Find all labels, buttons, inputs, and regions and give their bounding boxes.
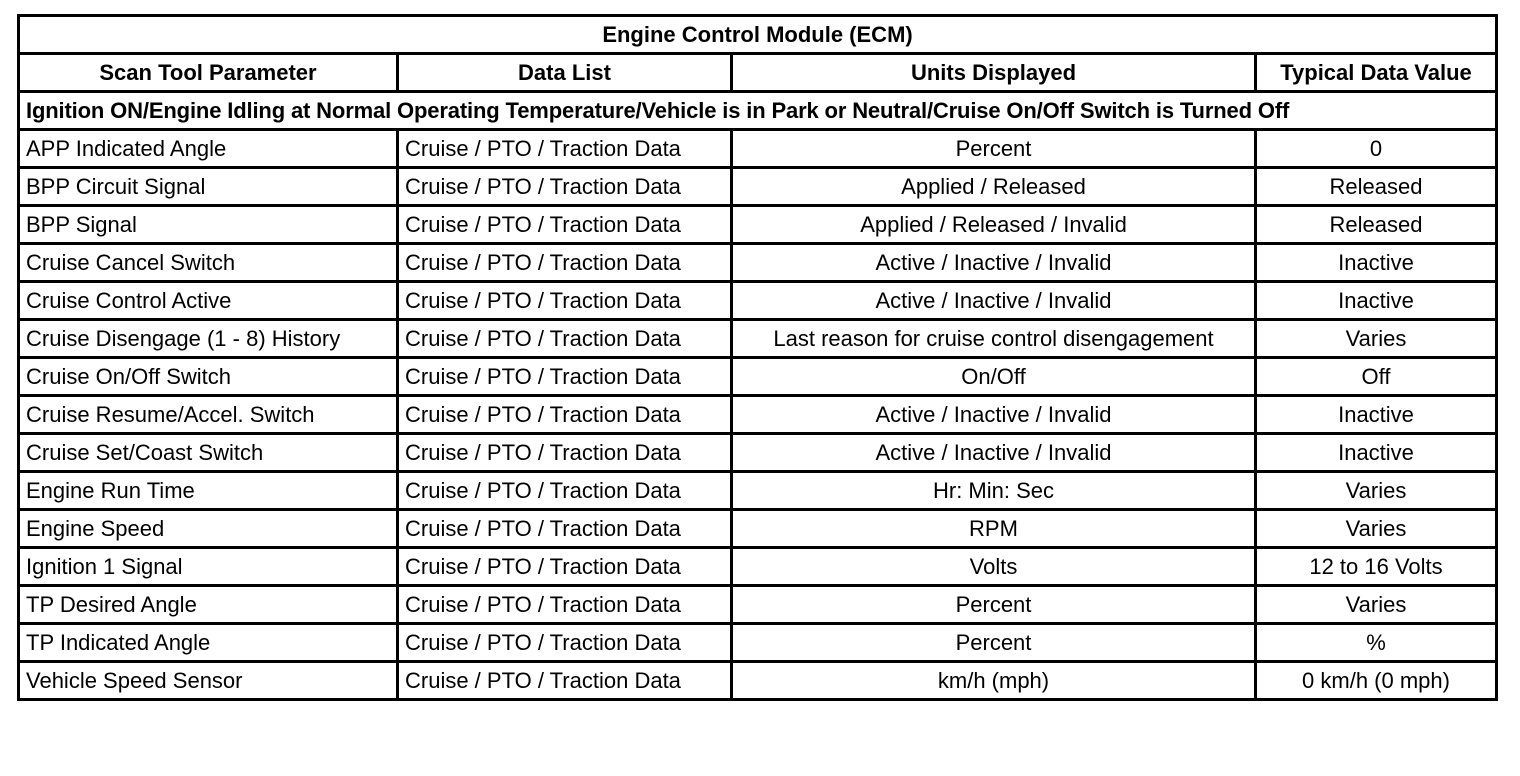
cell-parameter: Cruise Cancel Switch bbox=[19, 244, 398, 282]
table-row bbox=[19, 282, 1497, 320]
cell-typical-value: Varies bbox=[1256, 510, 1497, 548]
cell-data-list: Cruise / PTO / Traction Data bbox=[398, 624, 732, 662]
cell-typical-value: Inactive bbox=[1256, 434, 1497, 472]
ecm-data-table bbox=[17, 14, 1498, 701]
cell-data-list: Cruise / PTO / Traction Data bbox=[398, 244, 732, 282]
cell-units: Last reason for cruise control disengagement bbox=[732, 320, 1256, 358]
table-row bbox=[19, 586, 1497, 624]
table-row bbox=[19, 434, 1497, 472]
header-scan-tool-parameter: Scan Tool Parameter bbox=[19, 54, 398, 92]
cell-typical-value: 0 km/h (0 mph) bbox=[1256, 662, 1497, 700]
header-units-displayed: Units Displayed bbox=[732, 54, 1256, 92]
cell-parameter: APP Indicated Angle bbox=[19, 130, 398, 168]
cell-parameter: BPP Signal bbox=[19, 206, 398, 244]
header-data-list: Data List bbox=[398, 54, 732, 92]
table-row bbox=[19, 510, 1497, 548]
table-row bbox=[19, 358, 1497, 396]
cell-typical-value: Released bbox=[1256, 168, 1497, 206]
table-row bbox=[19, 396, 1497, 434]
cell-units: On/Off bbox=[732, 358, 1256, 396]
cell-data-list: Cruise / PTO / Traction Data bbox=[398, 510, 732, 548]
table-row bbox=[19, 168, 1497, 206]
cell-typical-value: Varies bbox=[1256, 586, 1497, 624]
cell-parameter: Cruise On/Off Switch bbox=[19, 358, 398, 396]
cell-typical-value: Off bbox=[1256, 358, 1497, 396]
cell-parameter: Cruise Set/Coast Switch bbox=[19, 434, 398, 472]
cell-typical-value: Varies bbox=[1256, 472, 1497, 510]
table-body bbox=[19, 130, 1497, 700]
cell-units: km/h (mph) bbox=[732, 662, 1256, 700]
table-row bbox=[19, 320, 1497, 358]
cell-parameter: Engine Speed bbox=[19, 510, 398, 548]
table-row bbox=[19, 130, 1497, 168]
table-row bbox=[19, 662, 1497, 700]
cell-units: Applied / Released bbox=[732, 168, 1256, 206]
cell-units: Active / Inactive / Invalid bbox=[732, 244, 1256, 282]
condition-row bbox=[19, 92, 1497, 130]
cell-data-list: Cruise / PTO / Traction Data bbox=[398, 548, 732, 586]
cell-units: Percent bbox=[732, 624, 1256, 662]
cell-data-list: Cruise / PTO / Traction Data bbox=[398, 358, 732, 396]
cell-data-list: Cruise / PTO / Traction Data bbox=[398, 282, 732, 320]
table-row bbox=[19, 206, 1497, 244]
cell-data-list: Cruise / PTO / Traction Data bbox=[398, 434, 732, 472]
cell-parameter: Ignition 1 Signal bbox=[19, 548, 398, 586]
cell-data-list: Cruise / PTO / Traction Data bbox=[398, 396, 732, 434]
cell-typical-value: Inactive bbox=[1256, 282, 1497, 320]
cell-parameter: Cruise Disengage (1 - 8) History bbox=[19, 320, 398, 358]
table-row bbox=[19, 472, 1497, 510]
cell-typical-value: Inactive bbox=[1256, 244, 1497, 282]
cell-typical-value: % bbox=[1256, 624, 1497, 662]
table-row bbox=[19, 548, 1497, 586]
cell-units: Active / Inactive / Invalid bbox=[732, 396, 1256, 434]
cell-parameter: BPP Circuit Signal bbox=[19, 168, 398, 206]
cell-typical-value: 12 to 16 Volts bbox=[1256, 548, 1497, 586]
cell-typical-value: Varies bbox=[1256, 320, 1497, 358]
cell-parameter: TP Indicated Angle bbox=[19, 624, 398, 662]
table-title-row bbox=[19, 16, 1497, 54]
test-condition: Ignition ON/Engine Idling at Normal Operating Temperature/Vehicle is in Park or Neutral/Cruise On/Off Switch is Turned Off bbox=[19, 92, 1497, 130]
cell-typical-value: Inactive bbox=[1256, 396, 1497, 434]
cell-data-list: Cruise / PTO / Traction Data bbox=[398, 206, 732, 244]
cell-units: Volts bbox=[732, 548, 1256, 586]
cell-data-list: Cruise / PTO / Traction Data bbox=[398, 472, 732, 510]
cell-units: RPM bbox=[732, 510, 1256, 548]
table-title: Engine Control Module (ECM) bbox=[19, 16, 1497, 54]
cell-parameter: Engine Run Time bbox=[19, 472, 398, 510]
cell-parameter: Cruise Control Active bbox=[19, 282, 398, 320]
cell-parameter: Cruise Resume/Accel. Switch bbox=[19, 396, 398, 434]
cell-data-list: Cruise / PTO / Traction Data bbox=[398, 662, 732, 700]
cell-parameter: Vehicle Speed Sensor bbox=[19, 662, 398, 700]
cell-units: Hr: Min: Sec bbox=[732, 472, 1256, 510]
cell-data-list: Cruise / PTO / Traction Data bbox=[398, 130, 732, 168]
table-row bbox=[19, 244, 1497, 282]
cell-units: Percent bbox=[732, 586, 1256, 624]
cell-units: Applied / Released / Invalid bbox=[732, 206, 1256, 244]
column-header-row bbox=[19, 54, 1497, 92]
cell-parameter: TP Desired Angle bbox=[19, 586, 398, 624]
cell-data-list: Cruise / PTO / Traction Data bbox=[398, 320, 732, 358]
cell-typical-value: 0 bbox=[1256, 130, 1497, 168]
cell-typical-value: Released bbox=[1256, 206, 1497, 244]
cell-data-list: Cruise / PTO / Traction Data bbox=[398, 168, 732, 206]
cell-units: Active / Inactive / Invalid bbox=[732, 282, 1256, 320]
table-row bbox=[19, 624, 1497, 662]
cell-units: Percent bbox=[732, 130, 1256, 168]
cell-units: Active / Inactive / Invalid bbox=[732, 434, 1256, 472]
header-typical-data-value: Typical Data Value bbox=[1256, 54, 1497, 92]
cell-data-list: Cruise / PTO / Traction Data bbox=[398, 586, 732, 624]
